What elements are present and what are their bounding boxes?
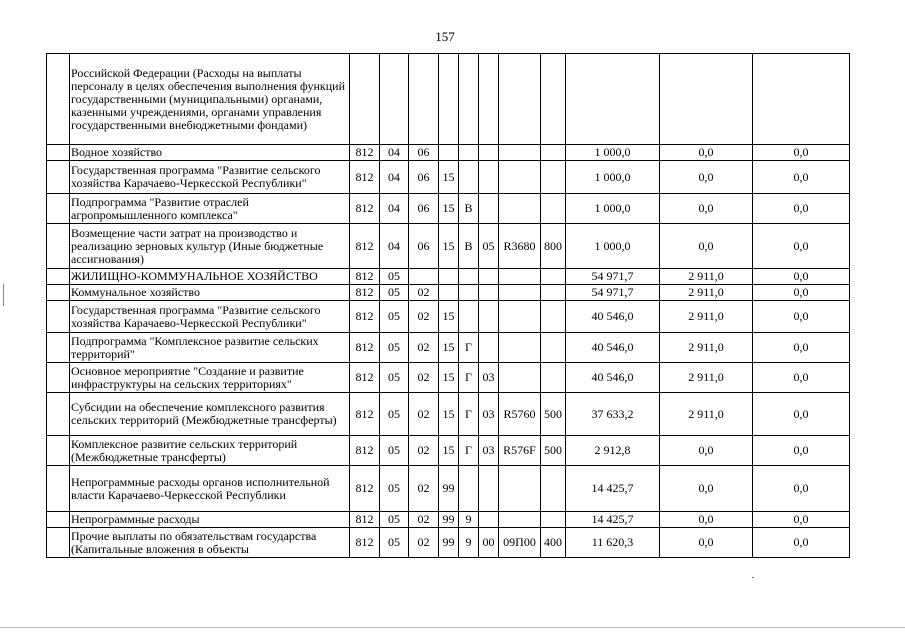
cell-sum-3: 0,0: [753, 269, 850, 285]
cell-index: [47, 393, 70, 436]
cell-direction: [499, 466, 541, 512]
cell-name: Субсидии на обеспечение комплексного развития сельских территорий (Межбюджетные трансферты): [70, 393, 350, 436]
table-row: [47, 224, 850, 269]
cell-vr: 500: [541, 436, 566, 466]
table-row: [47, 512, 850, 528]
cell-event: 03: [479, 363, 499, 393]
table-row: [47, 363, 850, 393]
cell-sum-3: [753, 54, 850, 145]
cell-sum-2: 0,0: [660, 436, 753, 466]
cell-pr: 06: [409, 224, 439, 269]
cell-ved: 812: [350, 528, 380, 558]
cell-sum-1: 11 620,3: [566, 528, 660, 558]
cell-vr: [541, 301, 566, 333]
cell-name: Государственная программа "Развитие сельского хозяйства Карачаево-Черкесской Республики": [70, 301, 350, 333]
cell-prog: 99: [439, 466, 459, 512]
cell-sum-3: 0,0: [753, 512, 850, 528]
cell-sum-2: 0,0: [660, 466, 753, 512]
cell-prog: [439, 54, 459, 145]
table-row: [47, 54, 850, 145]
cell-prog: [439, 145, 459, 161]
cell-prog: [439, 269, 459, 285]
table-row: [47, 194, 850, 224]
cell-subprog: [459, 301, 479, 333]
cell-pr: 06: [409, 194, 439, 224]
cell-pr: 02: [409, 393, 439, 436]
cell-rz: 05: [380, 436, 409, 466]
table-row: [47, 528, 850, 558]
cell-direction: [499, 333, 541, 363]
cell-ved: 812: [350, 333, 380, 363]
cell-sum-3: 0,0: [753, 161, 850, 194]
cell-ved: 812: [350, 145, 380, 161]
cell-rz: 05: [380, 528, 409, 558]
cell-event: [479, 145, 499, 161]
cell-sum-2: [660, 54, 753, 145]
cell-rz: 05: [380, 363, 409, 393]
cell-pr: 06: [409, 145, 439, 161]
cell-direction: [499, 161, 541, 194]
table-row: [47, 285, 850, 301]
cell-index: [47, 466, 70, 512]
cell-direction: [499, 269, 541, 285]
cell-prog: [439, 285, 459, 301]
cell-rz: [380, 54, 409, 145]
cell-ved: 812: [350, 224, 380, 269]
cell-ved: 812: [350, 393, 380, 436]
cell-event: 03: [479, 393, 499, 436]
cell-event: [479, 301, 499, 333]
cell-subprog: Г: [459, 363, 479, 393]
cell-rz: 04: [380, 161, 409, 194]
cell-event: 05: [479, 224, 499, 269]
cell-vr: [541, 161, 566, 194]
cell-prog: 15: [439, 194, 459, 224]
cell-index: [47, 436, 70, 466]
cell-rz: 04: [380, 194, 409, 224]
cell-subprog: В: [459, 194, 479, 224]
cell-sum-1: 1 000,0: [566, 161, 660, 194]
cell-event: 00: [479, 528, 499, 558]
cell-sum-2: 0,0: [660, 161, 753, 194]
cell-index: [47, 301, 70, 333]
cell-rz: 05: [380, 393, 409, 436]
cell-rz: 05: [380, 269, 409, 285]
cell-subprog: Г: [459, 393, 479, 436]
cell-index: [47, 54, 70, 145]
cell-sum-1: 1 000,0: [566, 224, 660, 269]
cell-pr: [409, 54, 439, 145]
cell-pr: 02: [409, 301, 439, 333]
cell-vr: [541, 54, 566, 145]
table-row: [47, 161, 850, 194]
cell-sum-2: 0,0: [660, 512, 753, 528]
cell-index: [47, 363, 70, 393]
cell-sum-2: 2 911,0: [660, 333, 753, 363]
table-row: [47, 466, 850, 512]
cell-direction: [499, 54, 541, 145]
cell-vr: 800: [541, 224, 566, 269]
cell-prog: 15: [439, 161, 459, 194]
cell-sum-2: 2 911,0: [660, 269, 753, 285]
cell-direction: [499, 301, 541, 333]
cell-sum-1: 40 546,0: [566, 363, 660, 393]
cell-prog: 99: [439, 528, 459, 558]
cell-vr: [541, 333, 566, 363]
cell-pr: 02: [409, 436, 439, 466]
cell-direction: [499, 194, 541, 224]
cell-subprog: [459, 285, 479, 301]
page-number: 157: [435, 29, 455, 44]
cell-name: Государственная программа "Развитие сельского хозяйства Карачаево-Черкесской Республики": [70, 161, 350, 194]
cell-subprog: В: [459, 224, 479, 269]
cell-ved: 812: [350, 436, 380, 466]
cell-direction: [499, 512, 541, 528]
cell-pr: 02: [409, 363, 439, 393]
cell-event: [479, 333, 499, 363]
cell-sum-2: 0,0: [660, 145, 753, 161]
cell-direction: 09П00: [499, 528, 541, 558]
cell-pr: 02: [409, 285, 439, 301]
cell-pr: 02: [409, 466, 439, 512]
cell-vr: [541, 194, 566, 224]
cell-sum-2: 0,0: [660, 224, 753, 269]
cell-subprog: [459, 269, 479, 285]
cell-direction: R576F: [499, 436, 541, 466]
cell-index: [47, 285, 70, 301]
cell-sum-3: 0,0: [753, 145, 850, 161]
cell-sum-3: 0,0: [753, 285, 850, 301]
cell-name: Комплексное развитие сельских территорий (Межбюджетные трансферты): [70, 436, 350, 466]
cell-direction: R3680: [499, 224, 541, 269]
cell-sum-3: 0,0: [753, 528, 850, 558]
cell-subprog: [459, 54, 479, 145]
cell-name: ЖИЛИЩНО-КОММУНАЛЬНОЕ ХОЗЯЙСТВО: [70, 269, 350, 285]
cell-index: [47, 194, 70, 224]
cell-index: [47, 333, 70, 363]
cell-ved: 812: [350, 161, 380, 194]
cell-rz: 04: [380, 224, 409, 269]
cell-event: [479, 466, 499, 512]
cell-vr: 500: [541, 393, 566, 436]
cell-sum-3: 0,0: [753, 436, 850, 466]
cell-sum-2: 0,0: [660, 528, 753, 558]
cell-index: [47, 528, 70, 558]
table-row: [47, 333, 850, 363]
cell-rz: 05: [380, 301, 409, 333]
cell-ved: 812: [350, 269, 380, 285]
cell-index: [47, 161, 70, 194]
cell-subprog: 9: [459, 512, 479, 528]
cell-event: 03: [479, 436, 499, 466]
cell-rz: 05: [380, 333, 409, 363]
cell-name: Коммунальное хозяйство: [70, 285, 350, 301]
cell-event: [479, 512, 499, 528]
cell-pr: 02: [409, 528, 439, 558]
cell-sum-3: 0,0: [753, 301, 850, 333]
cell-ved: 812: [350, 194, 380, 224]
cell-sum-1: [566, 54, 660, 145]
cell-sum-3: 0,0: [753, 466, 850, 512]
cell-prog: 15: [439, 224, 459, 269]
cell-sum-2: 2 911,0: [660, 301, 753, 333]
cell-subprog: [459, 145, 479, 161]
cell-name: Непрограммные расходы органов исполнительной власти Карачаево-Черкесской Республики: [70, 466, 350, 512]
cell-sum-1: 14 425,7: [566, 466, 660, 512]
cell-direction: [499, 363, 541, 393]
cell-prog: 15: [439, 393, 459, 436]
cell-sum-1: 14 425,7: [566, 512, 660, 528]
cell-name: Подпрограмма "Развитие отраслей агропромышленного комплекса": [70, 194, 350, 224]
cell-name: Водное хозяйство: [70, 145, 350, 161]
cell-sum-2: 0,0: [660, 194, 753, 224]
cell-rz: 04: [380, 145, 409, 161]
cell-ved: [350, 54, 380, 145]
cell-ved: 812: [350, 512, 380, 528]
cell-name: Основное мероприятие "Создание и развитие инфраструктуры на сельских территориях": [70, 363, 350, 393]
cell-prog: 15: [439, 436, 459, 466]
cell-sum-3: 0,0: [753, 224, 850, 269]
cell-index: [47, 224, 70, 269]
cell-sum-3: 0,0: [753, 393, 850, 436]
cell-subprog: Г: [459, 333, 479, 363]
cell-prog: 15: [439, 363, 459, 393]
cell-prog: 99: [439, 512, 459, 528]
cell-name: Непрограммные расходы: [70, 512, 350, 528]
cell-sum-3: 0,0: [753, 194, 850, 224]
cell-rz: 05: [380, 512, 409, 528]
cell-sum-1: 2 912,8: [566, 436, 660, 466]
cell-sum-3: 0,0: [753, 363, 850, 393]
cell-sum-2: 2 911,0: [660, 285, 753, 301]
cell-ved: 812: [350, 301, 380, 333]
cell-sum-2: 2 911,0: [660, 363, 753, 393]
margin-mark: [3, 284, 4, 306]
cell-subprog: [459, 466, 479, 512]
cell-sum-3: 0,0: [753, 333, 850, 363]
cell-ved: 812: [350, 363, 380, 393]
cell-subprog: Г: [459, 436, 479, 466]
cell-subprog: [459, 161, 479, 194]
cell-event: [479, 161, 499, 194]
cell-prog: 15: [439, 333, 459, 363]
cell-rz: 05: [380, 466, 409, 512]
table-row: [47, 393, 850, 436]
cell-name: Подпрограмма "Комплексное развитие сельских территорий": [70, 333, 350, 363]
scan-edge-line: [0, 627, 905, 628]
cell-vr: [541, 363, 566, 393]
cell-name: Возмещение части затрат на производство и реализацию зерновых культур (Иные бюджетные ассигнования): [70, 224, 350, 269]
cell-sum-1: 40 546,0: [566, 301, 660, 333]
cell-name: Прочие выплаты по обязательствам государства (Капитальные вложения в объекты: [70, 528, 350, 558]
cell-ved: 812: [350, 285, 380, 301]
cell-index: [47, 145, 70, 161]
cell-event: [479, 54, 499, 145]
cell-event: [479, 285, 499, 301]
cell-vr: [541, 285, 566, 301]
cell-pr: [409, 269, 439, 285]
cell-vr: 400: [541, 528, 566, 558]
cell-vr: [541, 466, 566, 512]
cell-sum-1: 54 971,7: [566, 269, 660, 285]
cell-sum-1: 54 971,7: [566, 285, 660, 301]
speck: [752, 577, 754, 578]
cell-ved: 812: [350, 466, 380, 512]
table-row: [47, 269, 850, 285]
budget-table: [46, 53, 850, 558]
table-row: [47, 145, 850, 161]
cell-vr: [541, 145, 566, 161]
cell-sum-1: 1 000,0: [566, 194, 660, 224]
cell-prog: 15: [439, 301, 459, 333]
cell-pr: 06: [409, 161, 439, 194]
cell-vr: [541, 269, 566, 285]
cell-name: Российской Федерации (Расходы на выплаты персоналу в целях обеспечения выполнения функций государственными (муниципальными) органами, казенными учреждениями, органами управления государственными внебюджетными фондами): [70, 54, 350, 145]
cell-direction: [499, 285, 541, 301]
cell-index: [47, 269, 70, 285]
cell-vr: [541, 512, 566, 528]
cell-direction: R5760: [499, 393, 541, 436]
cell-sum-1: 37 633,2: [566, 393, 660, 436]
cell-subprog: 9: [459, 528, 479, 558]
cell-sum-1: 40 546,0: [566, 333, 660, 363]
cell-pr: 02: [409, 333, 439, 363]
cell-event: [479, 269, 499, 285]
cell-rz: 05: [380, 285, 409, 301]
table-row: [47, 301, 850, 333]
cell-sum-1: 1 000,0: [566, 145, 660, 161]
cell-pr: 02: [409, 512, 439, 528]
cell-sum-2: 2 911,0: [660, 393, 753, 436]
cell-event: [479, 194, 499, 224]
cell-index: [47, 512, 70, 528]
table-row: [47, 436, 850, 466]
cell-direction: [499, 145, 541, 161]
